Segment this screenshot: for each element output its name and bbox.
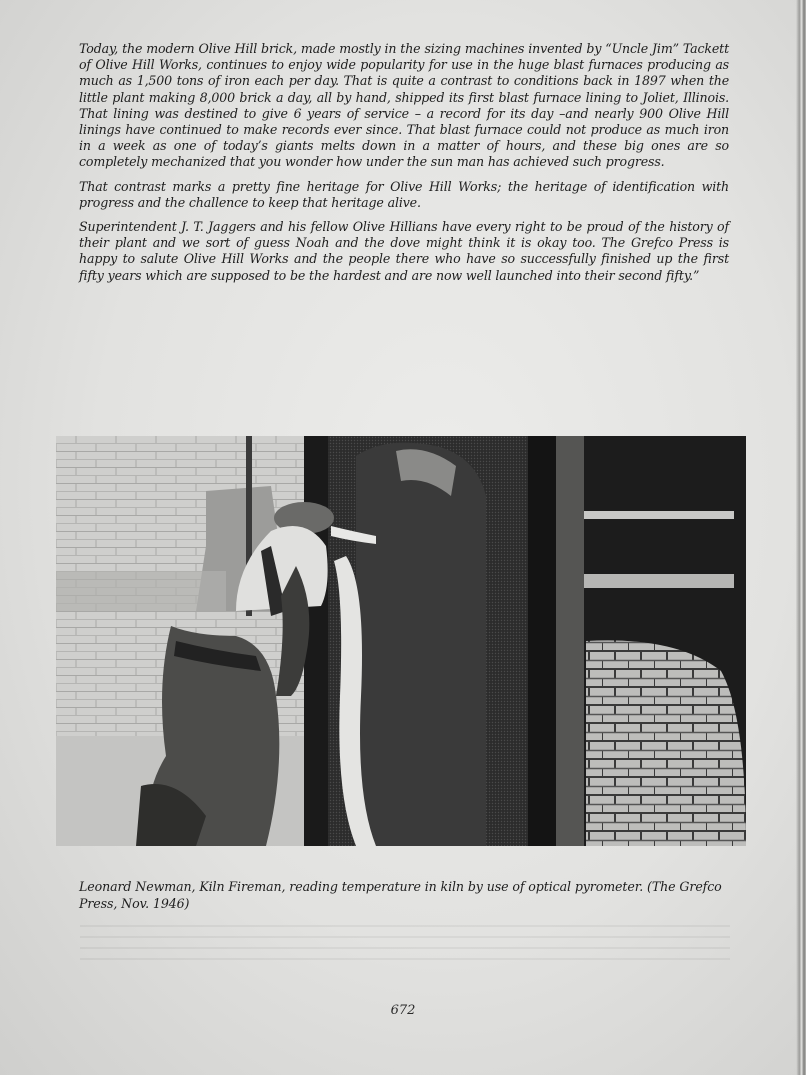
paragraph-1: Today, the modern Olive Hill brick, made mostly in the sizing machines invented by “Uncle Jim” Tackett of Olive Hill Works, continues to enjoy wide popularity for use in the huge blast furnaces producing as much as 1,500 tons of iron each per day. That is quite a contrast to conditions back in 1897 when the little plant making 8,000 brick a day, all by hand, shipped its first blast furnace lining to Joliet, Illinois. That lining was destined to give 6 years of service – a record for its day –and nearly 900 Olive Hill linings have continued to make records ever since. That blast furnace could not produce as much iron in a week as one of today’s giants melts down in a matter of hours, and these big ones are so completely mechanized that you wonder how under the sun man has achieved such progress. (79, 41, 729, 170)
photo-illustration (56, 436, 746, 846)
kiln-fireman-photo (56, 436, 746, 846)
paragraph-3: Superintendent J. T. Jaggers and his fellow Olive Hillians have every right to be proud of the history of their plant and we sort of guess Noah and the dove might think it is okay too. The Grefco Press is happy to salute Olive Hill Works and the people there who have so successfully finished up the first fifty years which are supposed to be the hardest and are now well launched into their second fifty.” (79, 219, 729, 283)
article-body (79, 41, 729, 292)
book-page-edge (796, 0, 806, 1075)
show-through-from-reverse (80, 925, 730, 975)
paragraph-2: That contrast marks a pretty fine heritage for Olive Hill Works; the heritage of identification with progress and the challence to keep that heritage alive. (79, 178, 729, 210)
page-number: 672 (390, 1003, 416, 1018)
photo-caption: Leonard Newman, Kiln Fireman, reading temperature in kiln by use of optical pyrometer. (The Grefco Press, Nov. 1946) (79, 879, 722, 911)
